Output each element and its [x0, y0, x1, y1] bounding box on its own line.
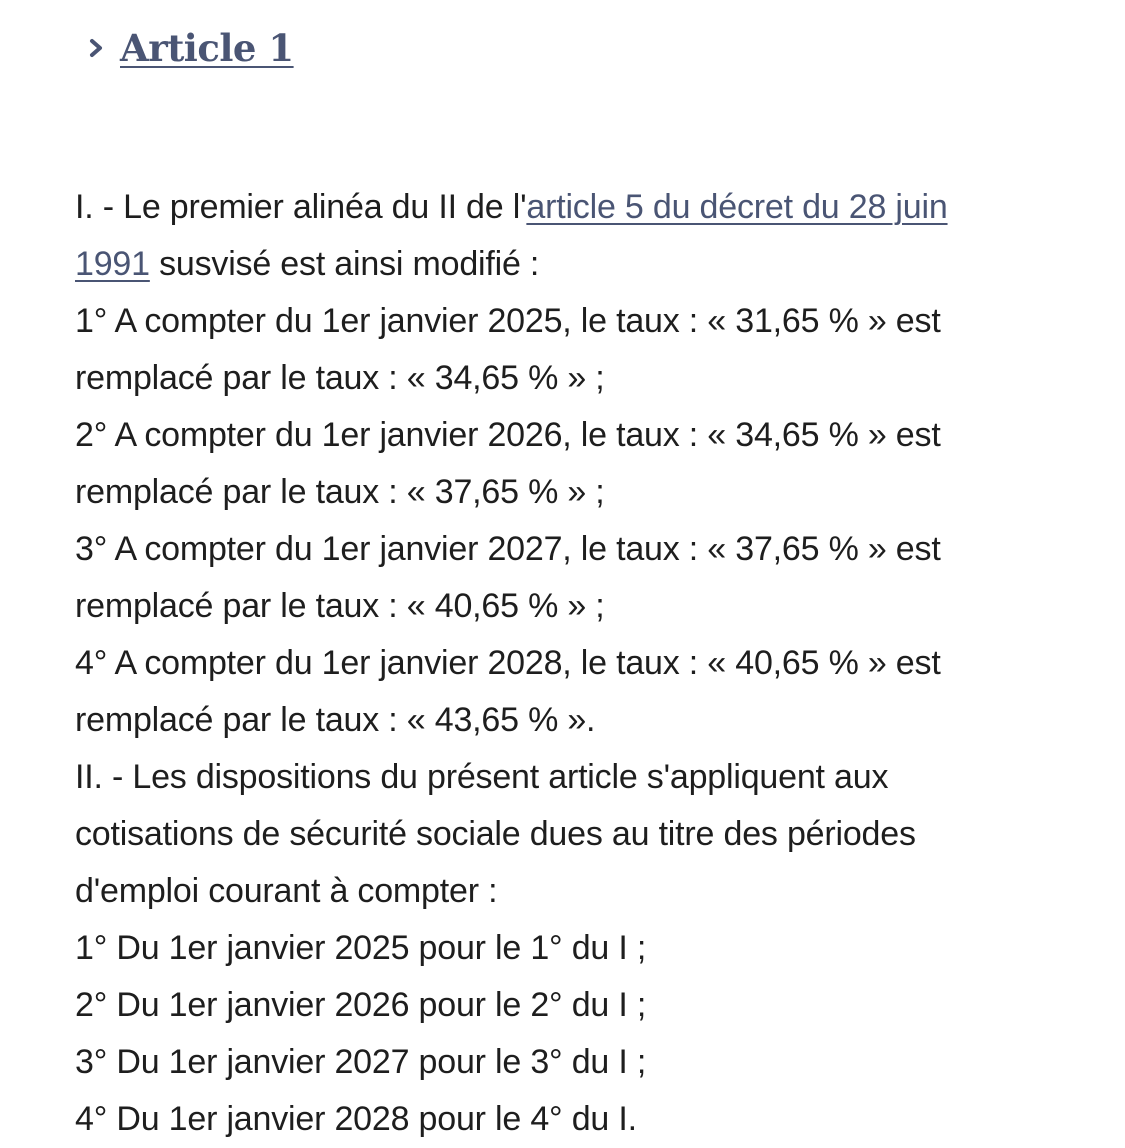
list-item-line: remplacé par le taux : « 34,65 % » ;: [75, 359, 605, 397]
list-item: 3° Du 1er janvier 2027 pour le 3° du I ;: [75, 1043, 647, 1081]
list-item-line: 2° A compter du 1er janvier 2026, le taux : « 34,65 % » est: [75, 416, 941, 454]
paragraph-II-line: cotisations de sécurité sociale dues au titre des périodes: [75, 815, 916, 853]
list-item: 1° Du 1er janvier 2025 pour le 1° du I ;: [75, 929, 647, 967]
paragraph-II-line: II. - Les dispositions du présent article s'appliquent aux: [75, 758, 889, 796]
intro-prefix: I. - Le premier alinéa du II de l': [75, 188, 527, 226]
list-item: 2° Du 1er janvier 2026 pour le 2° du I ;: [75, 986, 647, 1024]
list-item: 4° Du 1er janvier 2028 pour le 4° du I.: [75, 1100, 637, 1138]
list-item-line: remplacé par le taux : « 43,65 % ».: [75, 701, 596, 739]
article-header[interactable]: [86, 26, 294, 70]
list-item-line: remplacé par le taux : « 40,65 % » ;: [75, 587, 605, 625]
intro-suffix: susvisé est ainsi modifié :: [149, 245, 540, 283]
decree-link-part1[interactable]: article 5 du décret du 28 juin: [526, 188, 948, 226]
list-item-line: 4° A compter du 1er janvier 2028, le taux : « 40,65 % » est: [75, 644, 941, 682]
list-item-line: remplacé par le taux : « 37,65 % » ;: [75, 473, 605, 511]
list-item-line: 1° A compter du 1er janvier 2025, le taux : « 31,65 % » est: [75, 302, 941, 340]
chevron-right-icon[interactable]: [86, 33, 108, 63]
list-item-line: 3° A compter du 1er janvier 2027, le taux : « 37,65 % » est: [75, 530, 941, 568]
paragraph-II-line: d'emploi courant à compter :: [75, 872, 498, 910]
paragraph-I-intro-line2: [75, 236, 1115, 293]
decree-link-part2[interactable]: 1991: [75, 245, 150, 283]
paragraph-I-intro-line1: [75, 179, 1115, 236]
article-title-link[interactable]: Article 1: [120, 26, 294, 70]
article-body: [75, 179, 1115, 1148]
